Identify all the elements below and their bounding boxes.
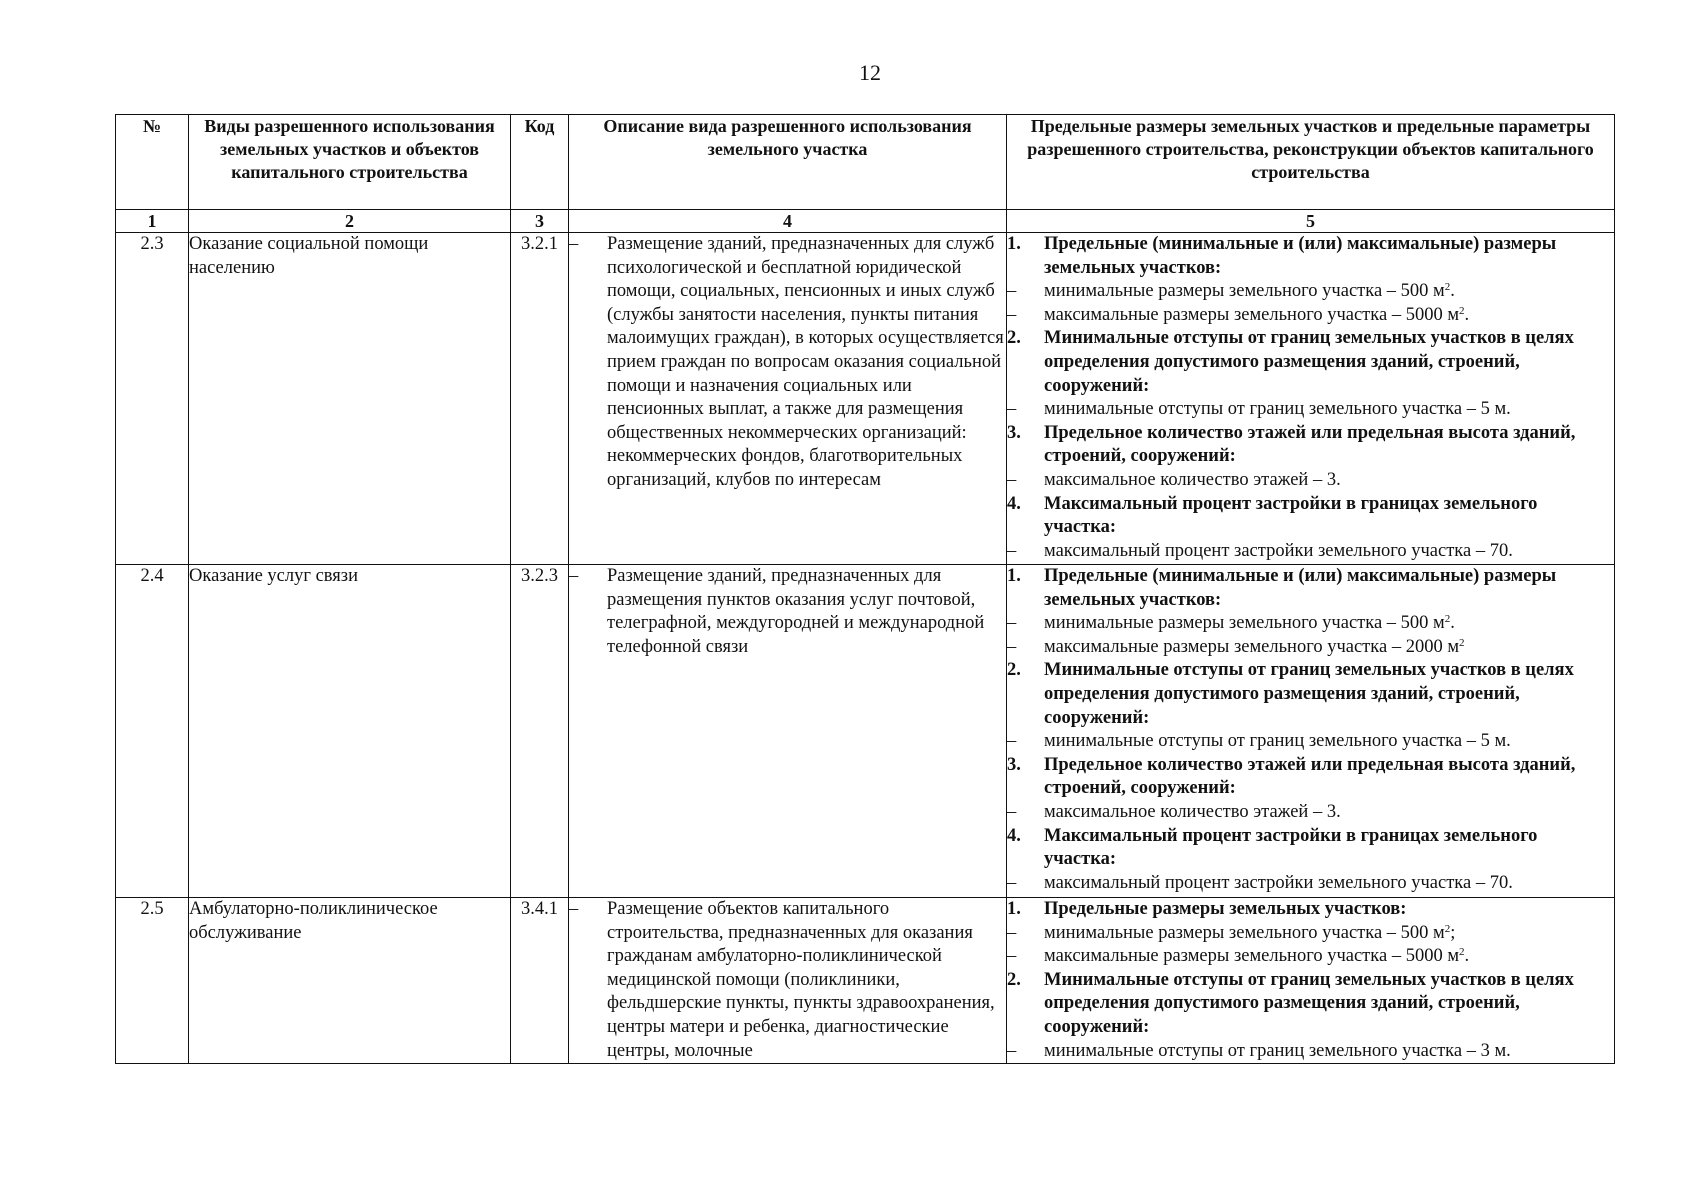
column-number: 3	[511, 210, 569, 233]
header-code: Код	[511, 115, 569, 210]
parameter-text	[1044, 398, 1614, 422]
parameter-heading	[1007, 969, 1614, 1040]
parameter-text-main: Минимальные отступы от границ земельных участков в целях определения допустимого размещения зданий, строений, сооружений:	[1044, 328, 1574, 396]
parameter-text-main: максимальный процент застройки земельного участка – 70.	[1044, 872, 1513, 893]
parameter-text-main: Максимальный процент застройки в границах земельного участка:	[1044, 493, 1538, 538]
superscript-exponent: 2	[1459, 304, 1465, 317]
parameters-cell	[1007, 233, 1615, 565]
use-description	[569, 233, 1007, 565]
parameter-heading	[1007, 825, 1614, 872]
parameter-text	[1044, 422, 1614, 469]
parameter-text	[1044, 636, 1614, 660]
parameters-cell	[1007, 565, 1615, 898]
use-type-code: 3.4.1	[511, 898, 569, 1064]
parameter-marker: –	[1007, 872, 1017, 893]
superscript-exponent: 2	[1444, 613, 1451, 626]
parameter-marker: –	[1007, 469, 1017, 490]
parameter-marker: 2.	[1007, 969, 1021, 990]
parameter-marker: 3.	[1007, 754, 1021, 775]
parameter-value	[1007, 398, 1614, 422]
parameter-heading	[1007, 422, 1614, 469]
parameter-value	[1007, 540, 1614, 564]
parameter-text-main: максимальные размеры земельного участка – 5000 м	[1044, 304, 1460, 325]
description-text: Размещение объектов капитального строительства, предназначенных для оказания гражданам амбулаторно-поликлинической медицинской помощи (поликлиники, фельдшерские пункты, пункты здравоохранения, центры матери и ребенка, диагностические центры, молочные	[607, 899, 995, 1061]
parameter-text-main: Минимальные отступы от границ земельных участков в целях определения допустимого размещения зданий, строений, сооружений:	[1044, 969, 1574, 1037]
parameter-text	[1044, 872, 1614, 896]
parameter-text-main: максимальное количество этажей – 3.	[1044, 801, 1341, 822]
parameter-text	[1044, 898, 1614, 922]
parameter-punctuation: .	[1464, 304, 1470, 325]
parameter-marker: 1.	[1007, 899, 1021, 919]
parameter-heading	[1007, 493, 1614, 540]
parameter-text-main: Предельное количество этажей или предельная высота зданий, строений, сооружений:	[1044, 422, 1576, 467]
page-number: 12	[859, 60, 881, 85]
parameter-text	[1044, 659, 1614, 730]
table-header-row	[116, 115, 1615, 210]
parameter-text	[1044, 754, 1614, 801]
parameter-heading	[1007, 327, 1614, 398]
parameter-text-main: Предельные размеры земельных участков:	[1044, 899, 1407, 919]
parameter-text-main: минимальные размеры земельного участка – 500 м	[1044, 922, 1445, 943]
parameter-marker: –	[1007, 304, 1017, 325]
header-parameters: Предельные размеры земельных участков и предельные параметры разрешенного строительства, реконструкции объектов капитального строительства	[1007, 115, 1615, 210]
parameter-marker: 3.	[1007, 422, 1021, 443]
parameter-marker: –	[1007, 636, 1017, 657]
parameter-marker: –	[1007, 613, 1017, 634]
parameter-marker: –	[1007, 281, 1017, 302]
parameter-text-main: минимальные отступы от границ земельного участка – 5 м.	[1044, 399, 1511, 420]
parameter-text-main: Минимальные отступы от границ земельных участков в целях определения допустимого размещения зданий, строений, сооружений:	[1044, 660, 1574, 728]
parameter-punctuation: .	[1464, 946, 1470, 967]
parameter-text-main: Предельные (минимальные и (или) максимальные) размеры земельных участков:	[1044, 566, 1557, 610]
use-description	[569, 565, 1007, 898]
superscript-exponent: 2	[1444, 922, 1451, 935]
parameter-value	[1007, 872, 1614, 896]
superscript-exponent: 2	[1459, 636, 1465, 649]
superscript-exponent: 2	[1459, 946, 1465, 959]
table-row	[116, 233, 1615, 565]
use-description	[569, 898, 1007, 1064]
parameter-value	[1007, 304, 1614, 328]
parameter-text	[1044, 825, 1614, 872]
parameter-value	[1007, 730, 1614, 754]
parameter-marker: 2.	[1007, 660, 1021, 681]
parameter-text	[1044, 540, 1614, 564]
parameter-text	[1044, 969, 1614, 1040]
parameter-text-main: Предельное количество этажей или предельная высота зданий, строений, сооружений:	[1044, 754, 1576, 799]
parameter-text	[1044, 304, 1614, 328]
table-row	[116, 898, 1615, 1064]
parameter-text-main: минимальные размеры земельного участка – 500 м	[1044, 281, 1445, 302]
row-number: 2.4	[116, 565, 189, 898]
parameters-cell	[1007, 898, 1615, 1064]
use-type-name: Оказание социальной помощи населению	[189, 233, 511, 565]
regulations-table	[115, 114, 1615, 1064]
parameter-text-main: минимальные отступы от границ земельного участка – 5 м.	[1044, 731, 1511, 752]
parameter-marker: –	[1007, 1040, 1017, 1061]
parameter-marker: 4.	[1007, 493, 1021, 514]
parameter-value	[1007, 280, 1614, 304]
parameter-punctuation: .	[1450, 281, 1455, 302]
parameter-text	[1044, 565, 1614, 612]
parameter-value	[1007, 1040, 1614, 1064]
parameter-marker: –	[1007, 801, 1017, 822]
superscript-exponent: 2	[1444, 281, 1451, 294]
use-type-name: Амбулаторно-поликлиническое обслуживание	[189, 898, 511, 1064]
parameter-marker: 4.	[1007, 825, 1021, 846]
parameter-text	[1044, 1040, 1614, 1064]
row-number: 2.3	[116, 233, 189, 565]
parameter-heading	[1007, 898, 1614, 922]
column-number: 4	[569, 210, 1007, 233]
parameter-value	[1007, 945, 1614, 969]
parameter-text	[1044, 730, 1614, 754]
parameter-marker: –	[1007, 946, 1017, 967]
parameter-marker: –	[1007, 540, 1017, 561]
use-type-code: 3.2.3	[511, 565, 569, 898]
parameter-value	[1007, 469, 1614, 493]
parameter-text	[1044, 233, 1614, 280]
parameter-marker: –	[1007, 399, 1017, 420]
parameter-punctuation: ;	[1450, 922, 1456, 943]
header-number: №	[116, 115, 189, 210]
parameter-value	[1007, 801, 1614, 825]
column-number: 1	[116, 210, 189, 233]
parameter-value	[1007, 612, 1614, 636]
description-text: Размещение зданий, предназначенных для размещения пунктов оказания услуг почтовой, телеграфной, междугородней и международной телефонной связи	[607, 566, 985, 657]
row-number: 2.5	[116, 898, 189, 1064]
parameter-text	[1044, 612, 1614, 636]
parameter-text	[1044, 469, 1614, 493]
parameter-marker: –	[1007, 922, 1017, 943]
parameter-text	[1044, 922, 1614, 946]
parameter-marker: –	[1007, 731, 1017, 752]
header-use-type: Виды разрешенного использования земельных участков и объектов капитального строительства	[189, 115, 511, 210]
parameter-text-main: минимальные отступы от границ земельного участка – 3 м.	[1044, 1040, 1511, 1061]
column-numbers-row	[116, 210, 1615, 233]
parameter-text-main: Предельные (минимальные и (или) максимальные) размеры земельных участков:	[1044, 234, 1557, 278]
dash-marker: –	[569, 234, 579, 254]
parameter-text-main: максимальные размеры земельного участка – 5000 м	[1044, 946, 1460, 967]
use-type-name: Оказание услуг связи	[189, 565, 511, 898]
column-number: 5	[1007, 210, 1615, 233]
parameter-text-main: максимальный процент застройки земельного участка – 70.	[1044, 540, 1513, 561]
parameter-text-main: Максимальный процент застройки в границах земельного участка:	[1044, 825, 1538, 870]
dash-marker: –	[569, 566, 579, 586]
parameter-text	[1044, 493, 1614, 540]
parameter-text-main: максимальные размеры земельного участка – 2000 м	[1044, 636, 1460, 657]
column-number: 2	[189, 210, 511, 233]
parameter-text	[1044, 945, 1614, 969]
parameter-heading	[1007, 565, 1614, 612]
use-type-code: 3.2.1	[511, 233, 569, 565]
parameter-value	[1007, 922, 1614, 946]
parameter-text	[1044, 280, 1614, 304]
table-row	[116, 565, 1615, 898]
dash-marker: –	[569, 899, 579, 919]
parameter-marker: 2.	[1007, 328, 1021, 349]
parameter-marker: 1.	[1007, 566, 1021, 586]
parameter-heading	[1007, 659, 1614, 730]
parameter-text-main: максимальное количество этажей – 3.	[1044, 469, 1341, 490]
parameter-heading	[1007, 754, 1614, 801]
description-text: Размещение зданий, предназначенных для служб психологической и бесплатной юридической помощи, социальных, пенсионных и иных служб (службы занятости населения, пункты питания малоимущих граждан), в которых осуществляется прием граждан по вопросам оказания социальной помощи и назначения социальных или пенсионных выплат, а также для размещения общественных некоммерческих организаций: некоммерческих фондов, благотворительных организаций, клубов по интересам	[607, 234, 1004, 490]
parameter-marker: 1.	[1007, 234, 1021, 254]
parameter-heading	[1007, 233, 1614, 280]
parameter-punctuation: .	[1450, 613, 1455, 634]
parameter-value	[1007, 636, 1614, 660]
parameter-text	[1044, 801, 1614, 825]
parameter-text-main: минимальные размеры земельного участка – 500 м	[1044, 613, 1445, 634]
parameter-text	[1044, 327, 1614, 398]
header-description: Описание вида разрешенного использования земельного участка	[569, 115, 1007, 210]
